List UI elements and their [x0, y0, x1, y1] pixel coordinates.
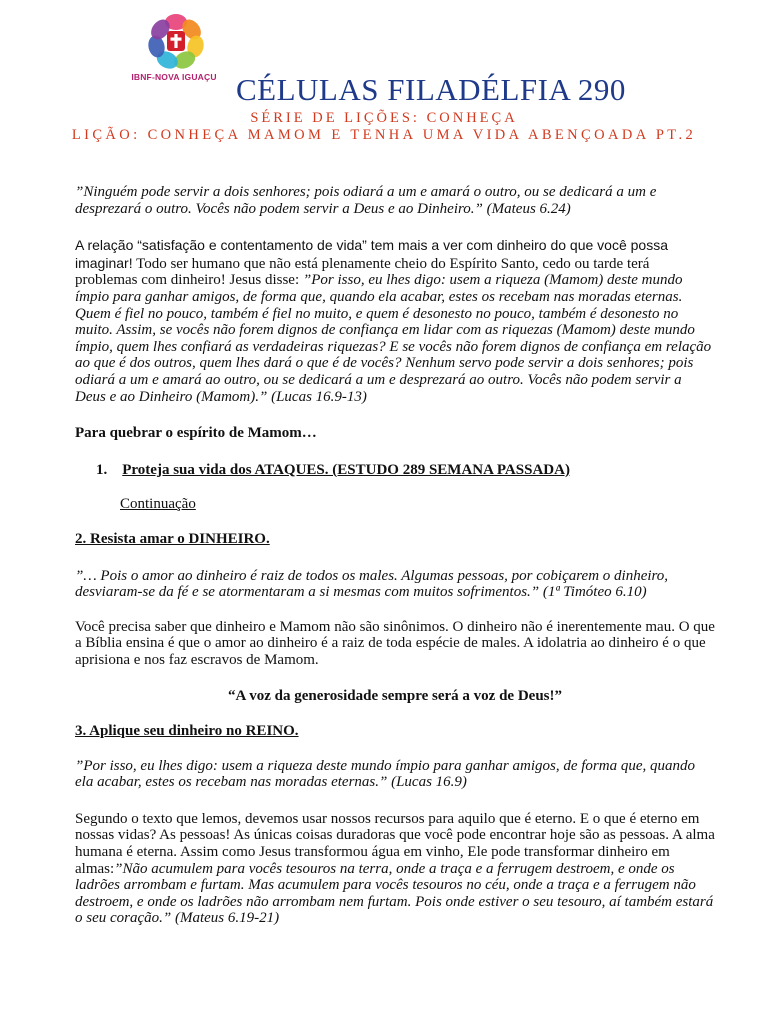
point2-quote: ”… Pois o amor ao dinheiro é raiz de todos os males. Algumas pessoas, por cobiçarem o dinheiro, desviaram-se da fé e se atormentaram a si mesmas com muitos sofrimentos.” (1ª Timóteo 6.10)	[75, 567, 669, 601]
epigraph-quote: ”Ninguém pode servir a dois senhores; pois odiará a um e amará o outro, ou se dedicará a um e desprezará o outro. Vocês não podem servir a Deus e ao Dinheiro.” (Mateus 6.24)	[75, 184, 657, 217]
point1-heading	[75, 462, 715, 479]
break-heading: Para quebrar o espírito de Mamom…	[75, 425, 317, 442]
point1-title: Proteja sua vida dos ATAQUES. (ESTUDO 289 SEMANA PASSADA)	[122, 461, 570, 478]
intro-quote: ”Por isso, eu lhes digo: usem a riqueza (Mamom) deste mundo ímpio para ganhar amigos, de forma que, quando ela acabar, estes os recebam nas moradas eternas. Quem é fiel no pouco, também é fiel no muito, e quem é desonesto no pouco, também é desonesto no muito. Assim, se vocês não forem dignos de confiança em lidar com as riquezas (Mamom) deste mundo ímpio, quem lhes confiará as verdadeiras riquezas? E se vocês não forem dignos de confiança em relação ao que é dos outros, quem lhes dará o que é de vocês? Nenhum servo pode servir a dois senhores; pois odiará a um e amará ao outro, ou se dedicará a um e desprezará ao outro. Vocês não podem servir a Deus e ao Dinheiro (Mamom).” (Lucas 16.9-13)	[75, 272, 712, 405]
series-subtitle: SÉRIE DE LIÇÕES: CONHEÇA	[250, 110, 518, 126]
motto: “A voz da generosidade sempre será a voz de Deus!”	[228, 688, 562, 705]
logo-caption: IBNF-NOVA IGUAÇU	[131, 72, 217, 82]
intro-text: Todo ser humano que não está plenamente cheio do Espírito Santo, cedo ou tarde terá problemas com dinheiro! Jesus disse:	[75, 255, 650, 289]
lesson-subtitle: LIÇÃO: CONHEÇA MAMOM E TENHA UMA VIDA ABENÇOADA PT.2	[71, 127, 697, 143]
intro-lead: A relação “satisfação e contentamento de vida” tem mais a ver com dinheiro do que você possa imaginar!	[75, 237, 668, 271]
point1-continuation: Continuação	[120, 496, 196, 513]
lesson-body	[75, 184, 715, 927]
point3-quote: ”Por isso, eu lhes digo: usem a riqueza deste mundo ímpio para ganhar amigos, de forma que, quando ela acabar, estes os recebam nas moradas eternas.” (Lucas 16.9)	[75, 757, 695, 791]
intro-paragraph	[75, 237, 715, 405]
cross-icon	[167, 31, 185, 51]
point2-text: Você precisa saber que dinheiro e Mamom não são sinônimos. O dinheiro não é inerentemente mau. O que a Bíblia ensina é que o amor ao dinheiro é a raiz de toda espécie de males. A idolatria ao dinheiro é o que aprisiona e nos faz escravos de Mamom.	[75, 618, 715, 668]
point3-quote2: ”Não acumulem para vocês tesouros na terra, onde a traça e a ferrugem destroem, e onde os ladrões arrombam e furtam. Mas acumulem para vocês tesouros no céu, onde a traça e a ferrugem não destroem, e onde os ladrões não arrombam nem furtam. Pois onde estiver o seu tesouro, aí também estará o seu coração.” (Mateus 6.19-21)	[75, 860, 714, 927]
point3-paragraph	[75, 811, 715, 927]
page-title: CÉLULAS FILADÉLFIA 290	[236, 72, 626, 107]
point1-number: 1.	[96, 461, 108, 478]
point3-heading: 3. Aplique seu dinheiro no REINO.	[75, 723, 299, 740]
point3-text: Segundo o texto que lemos, devemos usar nossos recursos para aquilo que é eterno. E o que é eterno em nossas vidas? As pessoas! As únicas coisas duradoras que você pode encontrar hoje são as pessoas. A alma humana é eterna. Assim como Jesus transformou água em vinho, Ele pode transformar dinheiro em almas:	[75, 810, 715, 877]
point2-heading: 2. Resista amar o DINHEIRO.	[75, 530, 270, 547]
